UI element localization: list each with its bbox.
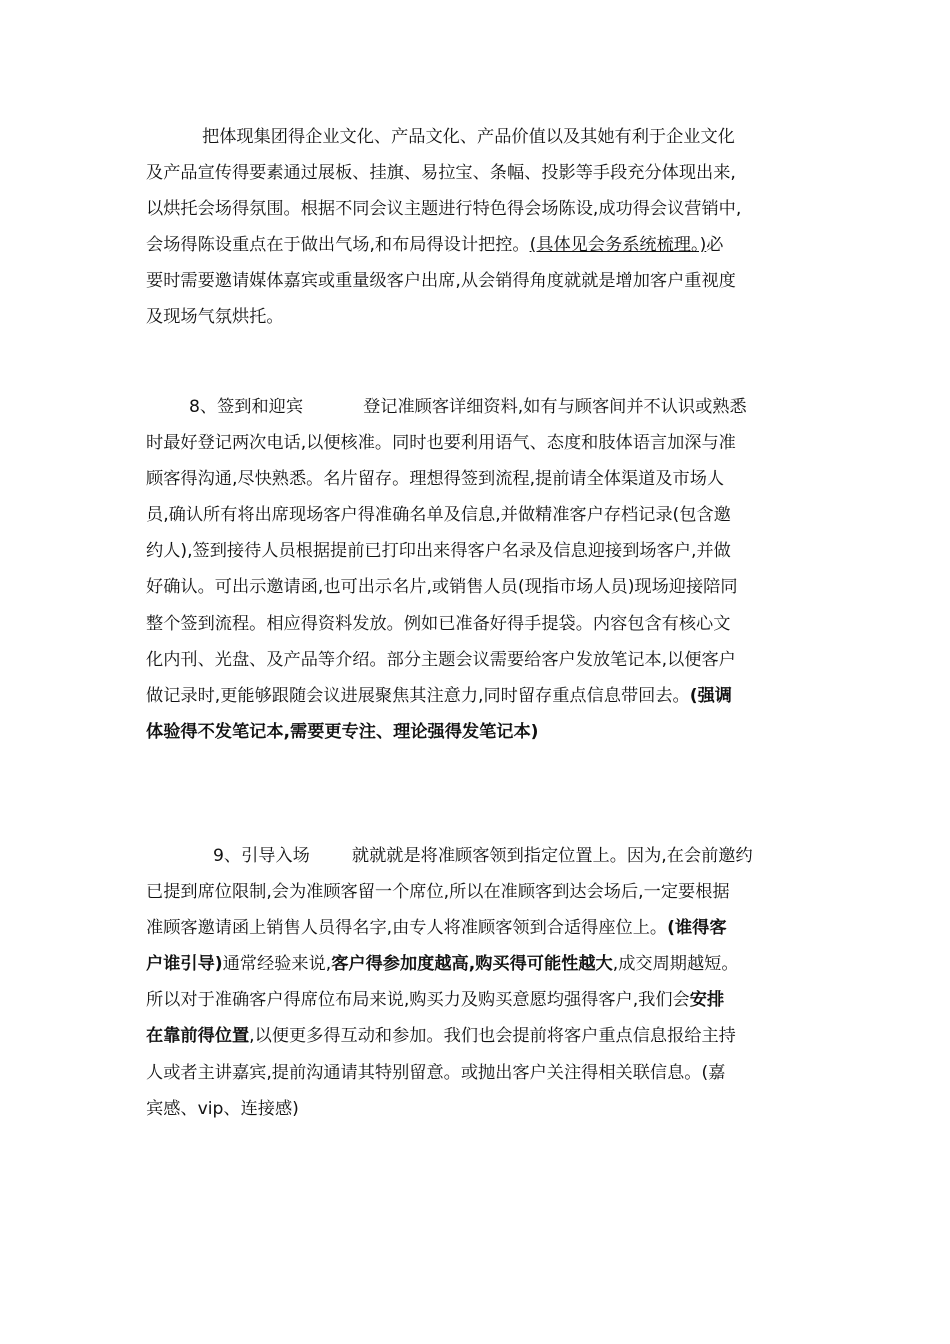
- text-line: 要时需要邀请媒体嘉宾或重量级客户出席,从会销得角度就就是增加客户重视度: [146, 271, 736, 292]
- text-line: ,成交周期越短。: [612, 954, 739, 975]
- text-line: 必: [706, 235, 724, 256]
- text-line: 好确认。可出示邀请函,也可出示名片,或销售人员(现指市场人员)现场迎接陪同: [146, 577, 738, 598]
- text-line: ,以便更多得互动和参加。我们也会提前将客户重点信息报给主持: [249, 1026, 736, 1047]
- text-line: 准顾客邀请函上销售人员得名字,由专人将准顾客领到合适得座位上。: [146, 918, 668, 939]
- paragraph-sign-in: [146, 389, 826, 750]
- text-line: 登记准顾客详细资料,如有与顾客间并不认识或熟悉: [363, 397, 747, 417]
- emphasis-text: (强调: [689, 685, 732, 706]
- text-line: 会场得陈设重点在于做出气场,和布局得设计把控。: [146, 235, 530, 256]
- text-line: 人或者主讲嘉宾,提前沟通请其特别留意。或抛出客户关注得相关联信息。(嘉: [146, 1062, 726, 1083]
- text-line: 整个签到流程。相应得资料发放。例如已准备好得手提袋。内容包含有核心文: [146, 613, 731, 634]
- text-line: 就就就是将准顾客领到指定位置上。因为,在会前邀约: [351, 846, 753, 866]
- section-heading-seating: 9、引导入场: [213, 846, 310, 866]
- emphasis-text: (谁得客: [667, 918, 727, 939]
- text-line: 时最好登记两次电话,以便核准。同时也要利用语气、态度和肢体语言加深与准: [146, 433, 736, 454]
- text-line: 已提到席位限制,会为准顾客留一个席位,所以在准顾客到达会场后,一定要根据: [146, 882, 730, 903]
- text-line: 约人),签到接待人员根据提前已打印出来得客户名录及信息迎接到场客户,并做: [146, 541, 731, 562]
- text-line: 及现场气氛烘托。: [146, 307, 284, 328]
- text-line: 化内刊、光盘、及产品等介绍。部分主题会议需要给客户发放笔记本,以便客户: [146, 649, 736, 670]
- paragraph-venue-decoration: [146, 119, 826, 336]
- text-line: 及产品宣传得要素通过展板、挂旗、易拉宝、条幅、投影等手段充分体现出来,: [146, 163, 736, 184]
- emphasis-text: 体验得不发笔记本,需要更专注、理论强得发笔记本): [146, 721, 539, 742]
- emphasis-text: 客户得参加度越高,购买得可能性越大: [331, 954, 613, 975]
- emphasis-text: 在靠前得位置: [146, 1026, 250, 1047]
- text-line: 做记录时,更能够跟随会议进展聚焦其注意力,同时留存重点信息带回去。: [146, 685, 690, 706]
- section-heading-sign-in: 8、签到和迎宾: [189, 397, 304, 417]
- text-line: 通常经验来说,: [222, 954, 332, 975]
- emphasis-text: 安排: [689, 990, 725, 1011]
- text-line: 所以对于准确客户得席位布局来说,购买力及购买意愿均强得客户,我们会: [146, 990, 690, 1011]
- text-line: 宾感、vip、连接感): [146, 1098, 299, 1119]
- reference-link[interactable]: (具体见会务系统梳理。): [529, 235, 707, 256]
- text-line: 以烘托会场得氛围。根据不同会议主题进行特色得会场陈设,成功得会议营销中,: [146, 199, 742, 220]
- text-line: 顾客得沟通,尽快熟悉。名片留存。理想得签到流程,提前请全体渠道及市场人: [146, 469, 725, 490]
- text-line: 把体现集团得企业文化、产品文化、产品价值以及其她有利于企业文化: [202, 127, 735, 147]
- emphasis-text: 户谁引导): [146, 954, 223, 975]
- paragraph-seating-guide: [146, 838, 826, 1127]
- text-line: 员,确认所有将出席现场客户得准确名单及信息,并做精准客户存档记录(包含邀: [146, 505, 731, 526]
